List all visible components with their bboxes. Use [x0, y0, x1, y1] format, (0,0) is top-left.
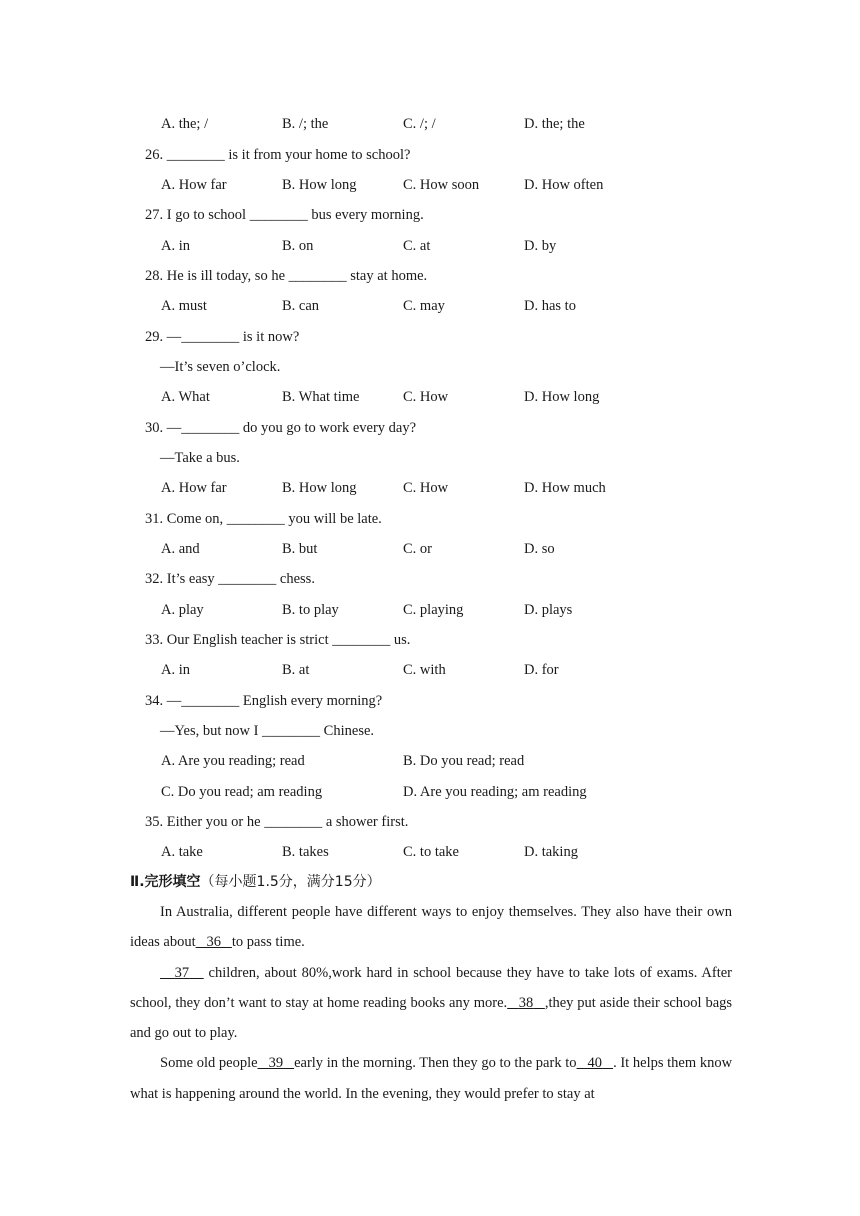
option-a: A. What: [161, 389, 210, 405]
question-stem: 29. —________ is it now?: [145, 329, 300, 345]
cloze-passage: [130, 897, 732, 1109]
question-stem: 27. I go to school ________ bus every morning.: [145, 207, 424, 223]
blank-36: 36: [206, 934, 222, 951]
option-a: A. in: [161, 238, 190, 254]
option-b: B. on: [282, 238, 314, 254]
option-c: C. may: [403, 298, 445, 314]
option-d: D. so: [524, 541, 555, 557]
option-b: B. can: [282, 298, 320, 314]
option-b: B. at: [282, 662, 310, 678]
option-b: B. but: [282, 541, 318, 557]
option-b: B. What time: [282, 389, 360, 405]
option-c: C. with: [403, 662, 446, 678]
option-b: B. How long: [282, 177, 357, 193]
option-c: C. at: [403, 238, 431, 254]
paragraph-3: Some old people 39 early in the morning. Then they go to the park to 40 . It helps them know what is happening around the world. In the evening, they would prefer to stay at: [130, 1055, 733, 1102]
paragraph-2: 37 children, about 80%,work hard in school because they have to take lots of exams. After school, they don’t want to stay at home reading books any more. 38 ,they put aside their school bags and go out to play.: [130, 964, 733, 1042]
blank-40: 40: [587, 1055, 603, 1072]
blank-37: 37: [174, 964, 190, 981]
option-b: B. to play: [282, 602, 339, 618]
question-stem: 30. —________ do you go to work every day?: [145, 420, 417, 436]
option-b: B. /; the: [282, 116, 329, 132]
option-b: B. Do you read; read: [403, 753, 525, 769]
option-c: C. Do you read; am reading: [161, 784, 323, 800]
option-d: D. for: [524, 662, 559, 678]
option-d: D. How often: [524, 177, 604, 193]
option-a: A. How far: [161, 177, 227, 193]
paragraph-1: In Australia, different people have different ways to enjoy themselves. They also have their own ideas about 36 to pass time.: [130, 904, 732, 951]
option-b: B. How long: [282, 480, 357, 496]
option-a: A. How far: [161, 480, 227, 496]
question-stem: 34. —________ English every morning?: [145, 693, 383, 709]
question-stem: 28. He is ill today, so he ________ stay at home.: [145, 268, 428, 284]
option-c: C. to take: [403, 844, 459, 860]
option-d: D. plays: [524, 602, 573, 618]
option-b: B. takes: [282, 844, 329, 860]
option-a: A. play: [161, 602, 204, 618]
answer-line: —Take a bus.: [160, 450, 240, 466]
answer-line: —Yes, but now I ________ Chinese.: [160, 723, 375, 739]
option-a: A. and: [161, 541, 200, 557]
option-d: D. taking: [524, 844, 578, 860]
question-stem: 26. ________ is it from your home to school?: [145, 147, 411, 163]
option-c: C. playing: [403, 602, 464, 618]
option-d: D. by: [524, 238, 557, 254]
question-stem: 32. It’s easy ________ chess.: [145, 571, 315, 587]
option-a: A. Are you reading; read: [161, 753, 305, 769]
option-a: A. in: [161, 662, 190, 678]
option-a: A. must: [161, 298, 207, 314]
option-d: D. Are you reading; am reading: [403, 784, 587, 800]
section-heading: [130, 873, 381, 891]
blank-38: 38: [518, 994, 534, 1011]
option-d: D. has to: [524, 298, 576, 314]
question-stem: 33. Our English teacher is strict ________ us.: [145, 632, 411, 648]
section-title: Ⅱ.完形填空: [130, 874, 201, 890]
option-a: A. take: [161, 844, 203, 860]
option-d: D. How much: [524, 480, 606, 496]
question-stem: 31. Come on, ________ you will be late.: [145, 511, 382, 527]
answer-line: —It’s seven o’clock.: [160, 359, 281, 375]
option-d: D. How long: [524, 389, 600, 405]
option-c: C. How soon: [403, 177, 480, 193]
option-c: C. How: [403, 480, 449, 496]
option-c: C. or: [403, 541, 432, 557]
option-d: D. the; the: [524, 116, 585, 132]
blank-39: 39: [268, 1055, 284, 1072]
option-a: A. the; /: [161, 116, 209, 132]
option-c: C. /; /: [403, 116, 436, 132]
option-c: C. How: [403, 389, 449, 405]
question-stem: 35. Either you or he ________ a shower first.: [145, 814, 409, 830]
section-note: （每小题1.5分，满分15分）: [200, 874, 381, 890]
